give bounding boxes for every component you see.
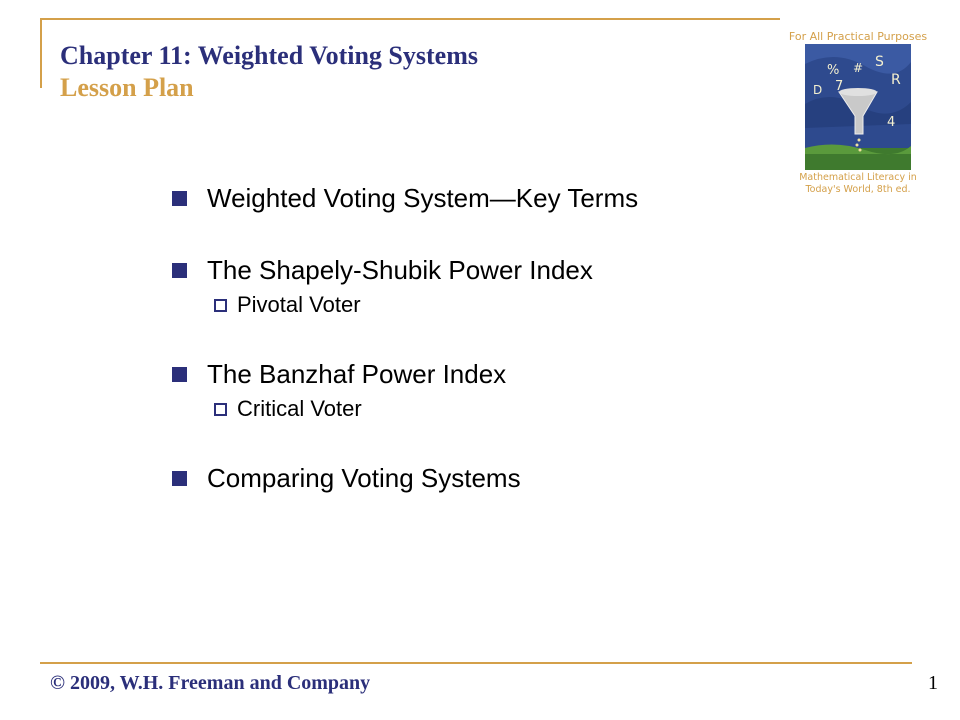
bullet-list xyxy=(172,180,638,496)
header-rule xyxy=(40,18,780,20)
cover-symbol: 7 xyxy=(835,79,844,94)
bullet-text: Comparing Voting Systems xyxy=(207,463,521,493)
bullet-item xyxy=(172,180,638,216)
cover-symbol: % xyxy=(827,63,840,78)
book-caption-top: For All Practical Purposes xyxy=(788,30,928,43)
slide-subtitle: Lesson Plan xyxy=(60,73,194,102)
sub-bullet-text: Critical Voter xyxy=(237,396,362,421)
cover-symbol: 4 xyxy=(887,115,896,130)
bullet-item xyxy=(172,460,638,496)
footer-rule xyxy=(40,662,912,664)
bullet-item xyxy=(172,356,638,392)
slide-title: Chapter 11: Weighted Voting Systems xyxy=(60,41,478,70)
sub-bullet-text: Pivotal Voter xyxy=(237,292,361,317)
title-block xyxy=(60,40,478,104)
page-number: 1 xyxy=(928,672,938,694)
sub-bullet-item xyxy=(214,290,638,320)
hollow-square-bullet-icon xyxy=(214,299,227,312)
cover-symbol: # xyxy=(853,61,864,75)
book-cover-image xyxy=(805,44,911,170)
bullet-item xyxy=(172,252,638,288)
sub-bullet-item xyxy=(214,394,638,424)
bullet-text: Weighted Voting System—Key Terms xyxy=(207,183,639,213)
bullet-text: The Shapely-Shubik Power Index xyxy=(207,255,593,285)
cover-symbol: S xyxy=(875,54,884,70)
square-bullet-icon xyxy=(172,263,187,278)
square-bullet-icon xyxy=(172,471,187,486)
cover-symbol: D xyxy=(813,83,823,97)
book-caption-bottom: Mathematical Literacy in Today's World, 8th ed. xyxy=(799,172,917,195)
square-bullet-icon xyxy=(172,191,187,206)
cover-symbol: R xyxy=(891,72,901,88)
book-badge xyxy=(784,30,932,196)
square-bullet-icon xyxy=(172,367,187,382)
header-side-rule xyxy=(40,18,42,88)
copyright-text: © 2009, W.H. Freeman and Company xyxy=(50,672,371,694)
hollow-square-bullet-icon xyxy=(214,403,227,416)
bullet-text: The Banzhaf Power Index xyxy=(207,359,507,389)
